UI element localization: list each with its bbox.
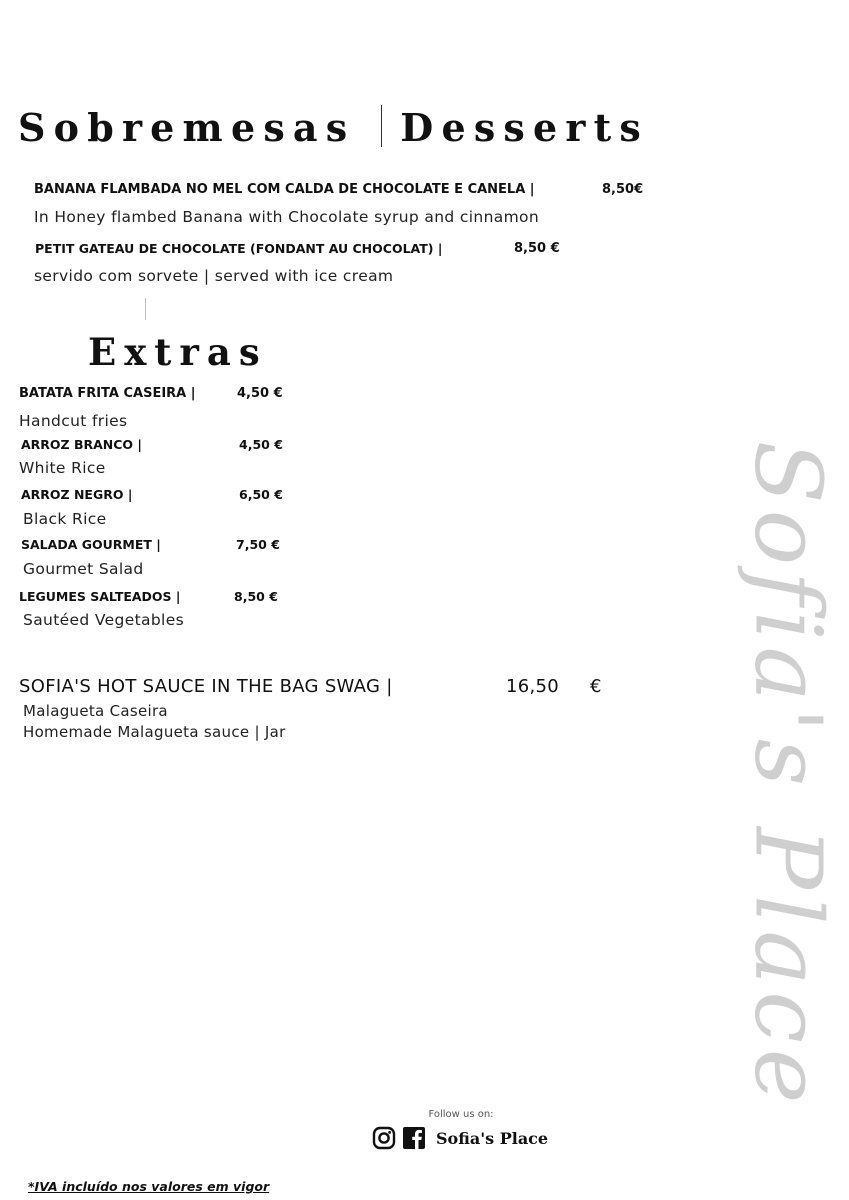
extra-3-description: Gourmet Salad: [23, 560, 144, 578]
extra-0-price: 4,50 €: [237, 386, 283, 401]
instagram-icon[interactable]: [372, 1126, 396, 1150]
special-item-price: 16,50: [506, 676, 560, 697]
extra-4-name: LEGUMES SALTEADOS |: [19, 589, 181, 604]
extra-1-name: ARROZ BRANCO |: [21, 437, 142, 452]
dessert-1-description: servido com sorvete | served with ice cream: [34, 267, 394, 285]
special-item-line2: Homemade Malagueta sauce | Jar: [23, 723, 286, 741]
extra-4-price: 8,50 €: [234, 589, 278, 604]
extra-3-name: SALADA GOURMET |: [21, 537, 161, 552]
facebook-icon[interactable]: [402, 1126, 426, 1150]
extra-4-description: Sautéed Vegetables: [23, 611, 185, 629]
social-links: [372, 1126, 548, 1150]
extra-1-description: White Rice: [19, 459, 106, 477]
social-account-name: Sofia's Place: [436, 1128, 549, 1148]
decorative-divider: [145, 298, 146, 320]
dessert-1-price: 8,50 €: [514, 241, 560, 256]
title-english: Desserts: [400, 105, 649, 150]
follow-label: Follow us on:: [428, 1109, 494, 1120]
watermark-logo: Sofia's Place: [734, 440, 842, 1110]
special-item-name: SOFIA'S HOT SAUCE IN THE BAG SWAG |: [19, 676, 393, 697]
extra-2-price: 6,50 €: [239, 487, 283, 502]
special-item-currency: €: [590, 676, 602, 697]
vat-note: *IVA incluído nos valores em vigor: [28, 1179, 270, 1194]
title-portuguese: Sobremesas: [18, 105, 356, 150]
extra-3-price: 7,50 €: [236, 537, 280, 552]
extra-0-description: Handcut fries: [19, 412, 128, 430]
extras-title: Extras: [88, 330, 268, 374]
extra-2-name: ARROZ NEGRO |: [21, 487, 133, 502]
dessert-0-description: In Honey flambed Banana with Chocolate syrup and cinnamon: [34, 208, 540, 226]
extra-2-description: Black Rice: [23, 510, 107, 528]
dessert-0-name: BANANA FLAMBADA NO MEL COM CALDA DE CHOCOLATE E CANELA |: [34, 182, 535, 197]
extra-0-name: BATATA FRITA CASEIRA |: [19, 386, 196, 401]
special-item-line1: Malagueta Caseira: [23, 702, 168, 720]
dessert-0-price: 8,50€: [602, 182, 644, 197]
title-divider: [381, 105, 383, 147]
dessert-1-name: PETIT GATEAU DE CHOCOLATE (FONDANT AU CHOCOLAT) |: [35, 241, 443, 256]
extra-1-price: 4,50 €: [239, 437, 283, 452]
page-title: [18, 105, 649, 150]
